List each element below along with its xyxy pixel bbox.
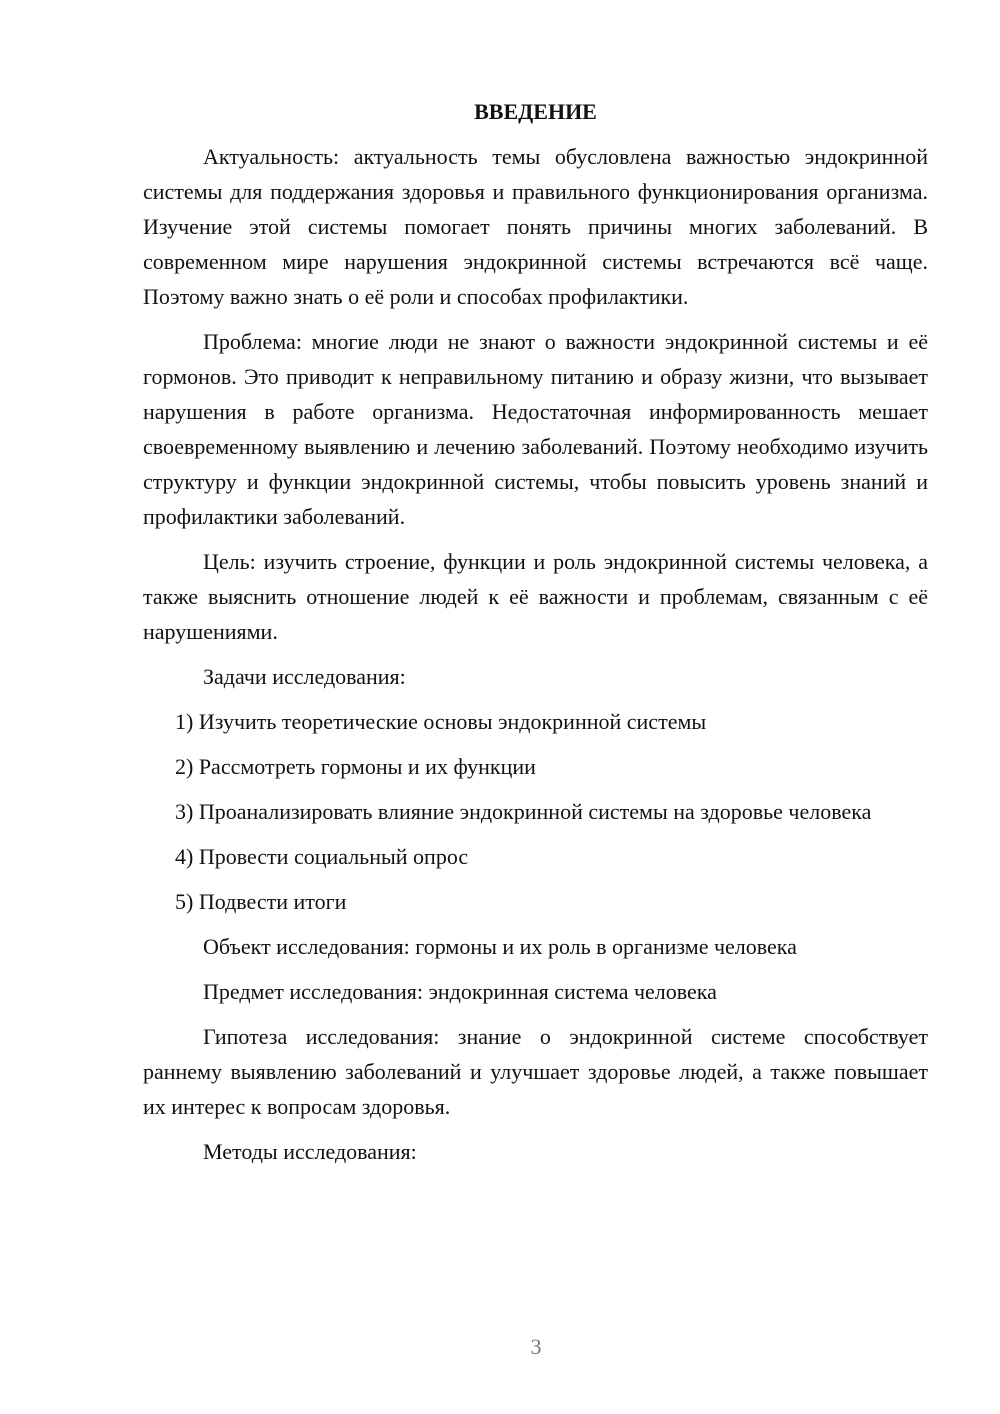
relevance-paragraph: Актуальность: актуальность темы обусловлена важностью эндокринной системы для поддержания здоровья и правильного функционирования организма. Изучение этой системы помогает понять причины многих заболеваний. В современном мире нарушения эндокринной системы встречаются всё чаще. Поэтому важно знать о её роли и способах профилактики. xyxy=(143,144,928,309)
task-item-5: 5) Подвести итоги xyxy=(175,889,347,914)
page-number: 3 xyxy=(530,1334,542,1359)
task-item-3: 3) Проанализировать влияние эндокринной системы на здоровье человека xyxy=(175,799,872,824)
goal-paragraph: Цель: изучить строение, функции и роль эндокринной системы человека, а также выяснить отношение людей к её важности и проблемам, связанным с её нарушениями. xyxy=(143,549,928,644)
tasks-heading: Задачи исследования: xyxy=(203,664,406,689)
problem-paragraph: Проблема: многие люди не знают о важности эндокринной системы и её гормонов. Это приводит к неправильному питанию и образу жизни, что вызывает нарушения в работе организма. Недостаточная информированность мешает своевременному выявлению и лечению заболеваний. Поэтому необходимо изучить структуру и функции эндокринной системы, чтобы повысить уровень знаний и профилактики заболеваний. xyxy=(143,329,928,529)
task-item-1: 1) Изучить теоретические основы эндокринной системы xyxy=(175,709,707,734)
research-object: Объект исследования: гормоны и их роль в организме человека xyxy=(203,934,797,959)
hypothesis-paragraph: Гипотеза исследования: знание о эндокринной системе способствует раннему выявлению заболеваний и улучшает здоровье людей, а также повышает их интерес к вопросам здоровья. xyxy=(143,1024,928,1119)
task-item-2: 2) Рассмотреть гормоны и их функции xyxy=(175,754,536,779)
methods-heading: Методы исследования: xyxy=(203,1139,417,1164)
page-content xyxy=(143,94,928,1179)
task-item-4: 4) Провести социальный опрос xyxy=(175,844,469,869)
research-subject: Предмет исследования: эндокринная система человека xyxy=(203,979,717,1004)
section-title: ВВЕДЕНИЕ xyxy=(474,99,597,124)
